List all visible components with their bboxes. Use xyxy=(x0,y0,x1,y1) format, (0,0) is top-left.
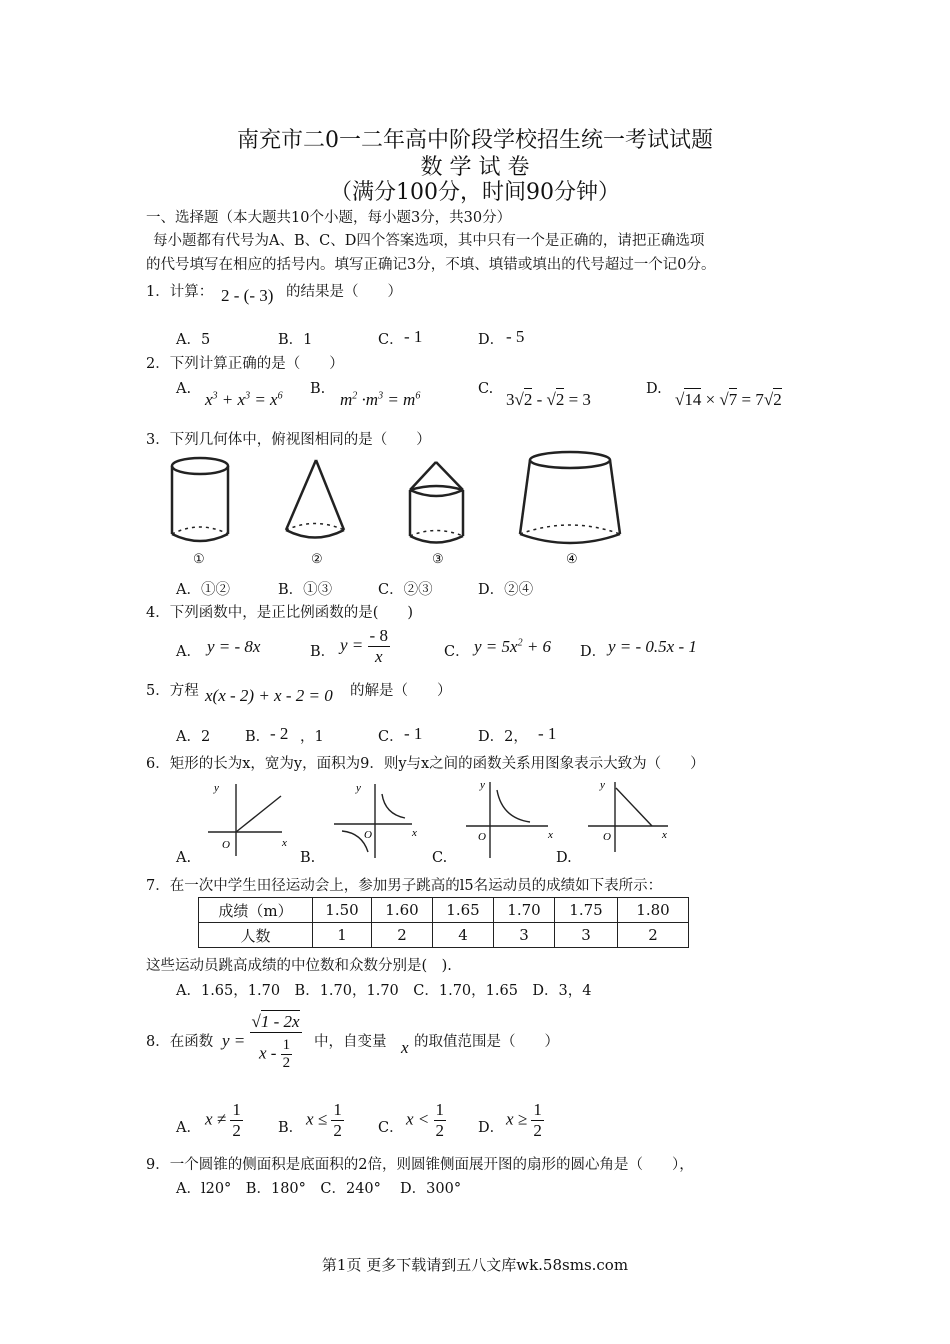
q6-label-d: D. xyxy=(556,850,572,866)
exam-subtitle: 数 学 试 卷 xyxy=(420,155,530,180)
q8-label-a: A． xyxy=(176,1120,201,1136)
table-cell: 4 xyxy=(433,923,494,948)
table-cell: 1.80 xyxy=(618,898,689,923)
exam-meta: （满分100分，时间90分钟） xyxy=(330,180,620,205)
q3-figure-label-3: ③ xyxy=(432,552,444,567)
q3-figure-label-4: ④ xyxy=(566,552,578,567)
q5-option-d: D．2， xyxy=(478,729,528,745)
q4-option-c: $y = 5x^2 + 6$ xyxy=(474,637,552,656)
graph-b-x-label: x xyxy=(412,827,417,839)
page-footer: 第1页 更多下载请到五八文库wk.58sms.com xyxy=(321,1256,629,1274)
q4-option-a: y = - 8x xyxy=(207,637,261,656)
q4-label-d: D． xyxy=(580,644,607,660)
graph-c xyxy=(466,782,548,858)
q8-tail1: 中，自变量 xyxy=(314,1034,387,1050)
q4-option-d: y = - 0.5x - 1 xyxy=(608,637,697,656)
graph-a xyxy=(208,784,282,856)
q3-figure-label-1: ① xyxy=(193,552,205,567)
q8-tail2: 的取值范围是（ ） xyxy=(414,1034,559,1050)
q3-solids-figure xyxy=(0,452,950,572)
q1-option-c-value: - 1 xyxy=(404,327,423,346)
q2-label-d: D. xyxy=(646,381,662,397)
q5-option-d-value: - 1 xyxy=(538,724,557,743)
q5-option-c: C． xyxy=(378,729,404,745)
q1-expression: 2 - (- 3) xyxy=(221,286,274,305)
instruction-line-1: 每小题都有代号为A、B、C、D四个答案选项，其中只有一个是正确的，请把正确选项 xyxy=(153,233,705,249)
q1-option-b: B．1 xyxy=(278,332,313,348)
graph-b xyxy=(334,784,412,858)
table-cell: 2 xyxy=(372,923,433,948)
q2-option-d: √14 × √7 = 7√2 xyxy=(675,390,782,409)
q4-stem: 4．下列函数中，是正比例函数的是( ) xyxy=(146,605,414,621)
q2-option-b: $m^2 \cdot m^3 = m^6$ xyxy=(340,390,421,409)
q3-option-c: C．②③ xyxy=(378,582,433,598)
q7-options: A．1.65，1.70 B．1.70，1.70 C．1.70，1.65 D．3，4 xyxy=(176,983,592,999)
table-cell: 1.60 xyxy=(372,898,433,923)
cone-cylinder-figure xyxy=(410,462,463,543)
q7-follow: 这些运动员跳高成绩的中位数和众数分别是( ). xyxy=(146,958,452,974)
q1-option-a: A．5 xyxy=(176,332,211,348)
q8-option-a: x ≠ $\frac{1}{2}$ xyxy=(205,1100,241,1140)
graph-d-x-label: x xyxy=(662,829,667,841)
graph-c-x-label: x xyxy=(548,829,553,841)
table-row xyxy=(199,923,689,948)
q7-stem: 7．在一次中学生田径运动会上，参加男子跳高的l5名运动员的成绩如下表所示： xyxy=(146,878,663,894)
q2-label-a: A. xyxy=(176,381,192,397)
table-cell: 成绩（m） xyxy=(199,898,313,923)
q8-function: y = √1 - 2x x - $\frac{1}{2}$ xyxy=(222,1012,300,1071)
instruction-line-2: 的代号填写在相应的括号内。填写正确记3分，不填、填错或填出的代号超过一个记0分。 xyxy=(146,257,716,273)
q5-option-b: B． xyxy=(245,729,271,745)
cone-figure xyxy=(286,460,344,538)
table-cell: 1.70 xyxy=(494,898,555,923)
table-cell: 3 xyxy=(555,923,618,948)
q4-label-c: C． xyxy=(444,644,470,660)
q3-option-a: A．①② xyxy=(176,582,230,598)
q5-option-c-value: - 1 xyxy=(404,724,423,743)
q1-tail: 的结果是（ ） xyxy=(286,284,402,300)
frustum-figure xyxy=(520,452,620,543)
q3-stem: 3．下列几何体中，俯视图相同的是（ ） xyxy=(146,432,431,448)
q6-label-c: C. xyxy=(432,850,448,866)
q9-stem: 9．一个圆锥的侧面积是底面积的2倍，则圆锥侧面展开图的扇形的圆心角是（ ）， xyxy=(146,1157,694,1173)
graph-b-origin: O xyxy=(364,829,372,841)
q2-option-c: 3√2 - √2 = 3 xyxy=(506,390,591,409)
q3-option-b: B．①③ xyxy=(278,582,333,598)
table-cell: 2 xyxy=(618,923,689,948)
graph-a-origin: O xyxy=(222,839,230,851)
q6-graphs-figure xyxy=(0,776,950,866)
q4-label-a: A． xyxy=(176,644,201,660)
graph-c-origin: O xyxy=(478,831,486,843)
q8-variable: x xyxy=(401,1038,409,1057)
q2-label-c: C. xyxy=(478,381,494,397)
graph-d xyxy=(588,782,668,852)
graph-a-x-label: x xyxy=(282,837,287,849)
table-cell: 人数 xyxy=(199,923,313,948)
table-cell: 1.65 xyxy=(433,898,494,923)
q6-label-b: B. xyxy=(300,850,316,866)
table-cell: 1.75 xyxy=(555,898,618,923)
q8-stem: 8．在函数 xyxy=(146,1034,214,1050)
graph-b-y-label: y xyxy=(356,782,361,794)
q7-score-table xyxy=(198,897,689,948)
q5-option-b-value1: - 2 xyxy=(270,724,289,743)
q2-label-b: B. xyxy=(310,381,326,397)
graph-c-y-label: y xyxy=(480,779,485,791)
q8-option-b: x ≤ $\frac{1}{2}$ xyxy=(306,1100,342,1140)
table-cell: 1 xyxy=(313,923,372,948)
q1-option-d-value: - 5 xyxy=(506,327,525,346)
q5-tail: 的解是（ ） xyxy=(350,683,452,699)
q1-option-c: C． xyxy=(378,332,404,348)
q2-stem: 2．下列计算正确的是（ ） xyxy=(146,356,344,372)
q8-label-b: B． xyxy=(278,1120,304,1136)
q2-option-a: $x^3 + x^3 = x^6$ xyxy=(205,390,283,409)
q5-option-a: A．2 xyxy=(176,729,211,745)
q8-label-c: C． xyxy=(378,1120,404,1136)
q8-option-c: x < $\frac{1}{2}$ xyxy=(406,1100,445,1140)
graph-d-origin: O xyxy=(603,831,611,843)
q9-options: A．l20° B．180° C．240° D．300° xyxy=(176,1181,462,1197)
q1-option-d: D． xyxy=(478,332,505,348)
q1-stem: 1．计算： xyxy=(146,284,214,300)
q6-stem: 6．矩形的长为x，宽为y，面积为9．则y与x之间的函数关系用图象表示大致为（ ） xyxy=(146,756,705,772)
q5-stem: 5．方程 xyxy=(146,683,199,699)
q4-label-b: B． xyxy=(310,644,336,660)
q3-option-d: D．②④ xyxy=(478,582,534,598)
section-heading: 一、选择题（本大题共10个小题，每小题3分，共30分） xyxy=(146,210,512,226)
graph-a-y-label: y xyxy=(214,782,219,794)
q5-equation: x(x - 2) + x - 2 = 0 xyxy=(205,686,333,705)
cylinder-figure xyxy=(172,458,228,541)
q5-option-b-value2: ，1 xyxy=(300,729,324,745)
q6-label-a: A. xyxy=(176,850,192,866)
table-cell: 1.50 xyxy=(313,898,372,923)
exam-title: 南充市二0一二年高中阶段学校招生统一考试试题 xyxy=(237,128,713,153)
q8-label-d: D． xyxy=(478,1120,505,1136)
table-row xyxy=(199,898,689,923)
q8-option-d: x ≥ $\frac{1}{2}$ xyxy=(506,1100,542,1140)
table-cell: 3 xyxy=(494,923,555,948)
graph-d-y-label: y xyxy=(600,779,605,791)
q4-option-b: y = $\frac{- 8}{x}$ xyxy=(340,626,388,666)
q3-figure-label-2: ② xyxy=(311,552,323,567)
